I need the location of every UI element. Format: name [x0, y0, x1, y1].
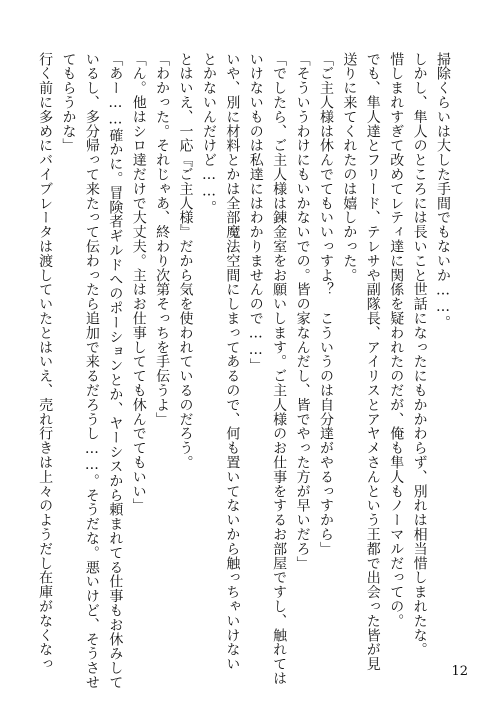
text-line: 行く前に多めにバイブレータは渡していたとはいえ、売れ行きは上々のようだし在庫がなくなっ: [37, 52, 54, 672]
vertical-text-body: [37, 52, 454, 690]
text-line: 「そういうわけにもいかないでの。皆の家なんだし、皆でやった方が早いだろ」: [294, 52, 311, 571]
text-line: いや、別に材料とかは全部魔法空間にしまってあるので、何も置いてないから触っちゃいけない: [224, 52, 241, 672]
text-line: 「ご主人様は休んでてもいいっすよ？ こういうのは自分達がやるっすから」: [317, 52, 334, 556]
text-line: 送りに来てくれたのは嬉しかった。: [341, 52, 358, 283]
text-line: 「ん。他はシロ達だけで大丈夫。主はお仕事してても休んでてもいい」: [130, 52, 147, 513]
text-line: しかし、隼人のところには長いこと世話になったにもかかわらず、別れは相当惜しまれたな。: [411, 52, 428, 657]
text-line: でも、隼人達とフリード、テレサや副隊長、アイリスとアヤメさんという王都で出会った皆が見: [364, 52, 381, 672]
text-line: 「あー……確かに。冒険者ギルドへのポーションとか、ヤーシスから頼まれてる仕事もお休みして: [107, 52, 124, 690]
text-line: 惜しまれすぎて改めてレティ達に関係を疑われたのだが、俺も隼人もノーマルだっての。: [388, 52, 405, 628]
text-line: 「わかった。それじゃあ、終わり次第そっちを手伝うよ」: [154, 52, 171, 427]
text-line: とはいえ、一応『ご主人様』だから気を使われているのだろう。: [177, 52, 194, 470]
text-line: いけないものは私達にはわかりませんので……」: [247, 52, 264, 373]
page-number: 12: [451, 664, 468, 679]
text-line: いるし、多分帰って来たって伝わったら追加で来るだろうし……。そうだな。悪いけど、そうさせ: [83, 52, 100, 690]
text-line: 掃除くらいは大した手間でもないか……。: [435, 52, 451, 330]
text-line: てもらうかな」: [60, 52, 77, 153]
text-line: とかないんだけど……。: [200, 52, 217, 215]
text-line: 「でしたら、ご主人様は錬金室をお願いします。ご主人様のお仕事をするお部屋ですし、触れては: [271, 52, 288, 686]
